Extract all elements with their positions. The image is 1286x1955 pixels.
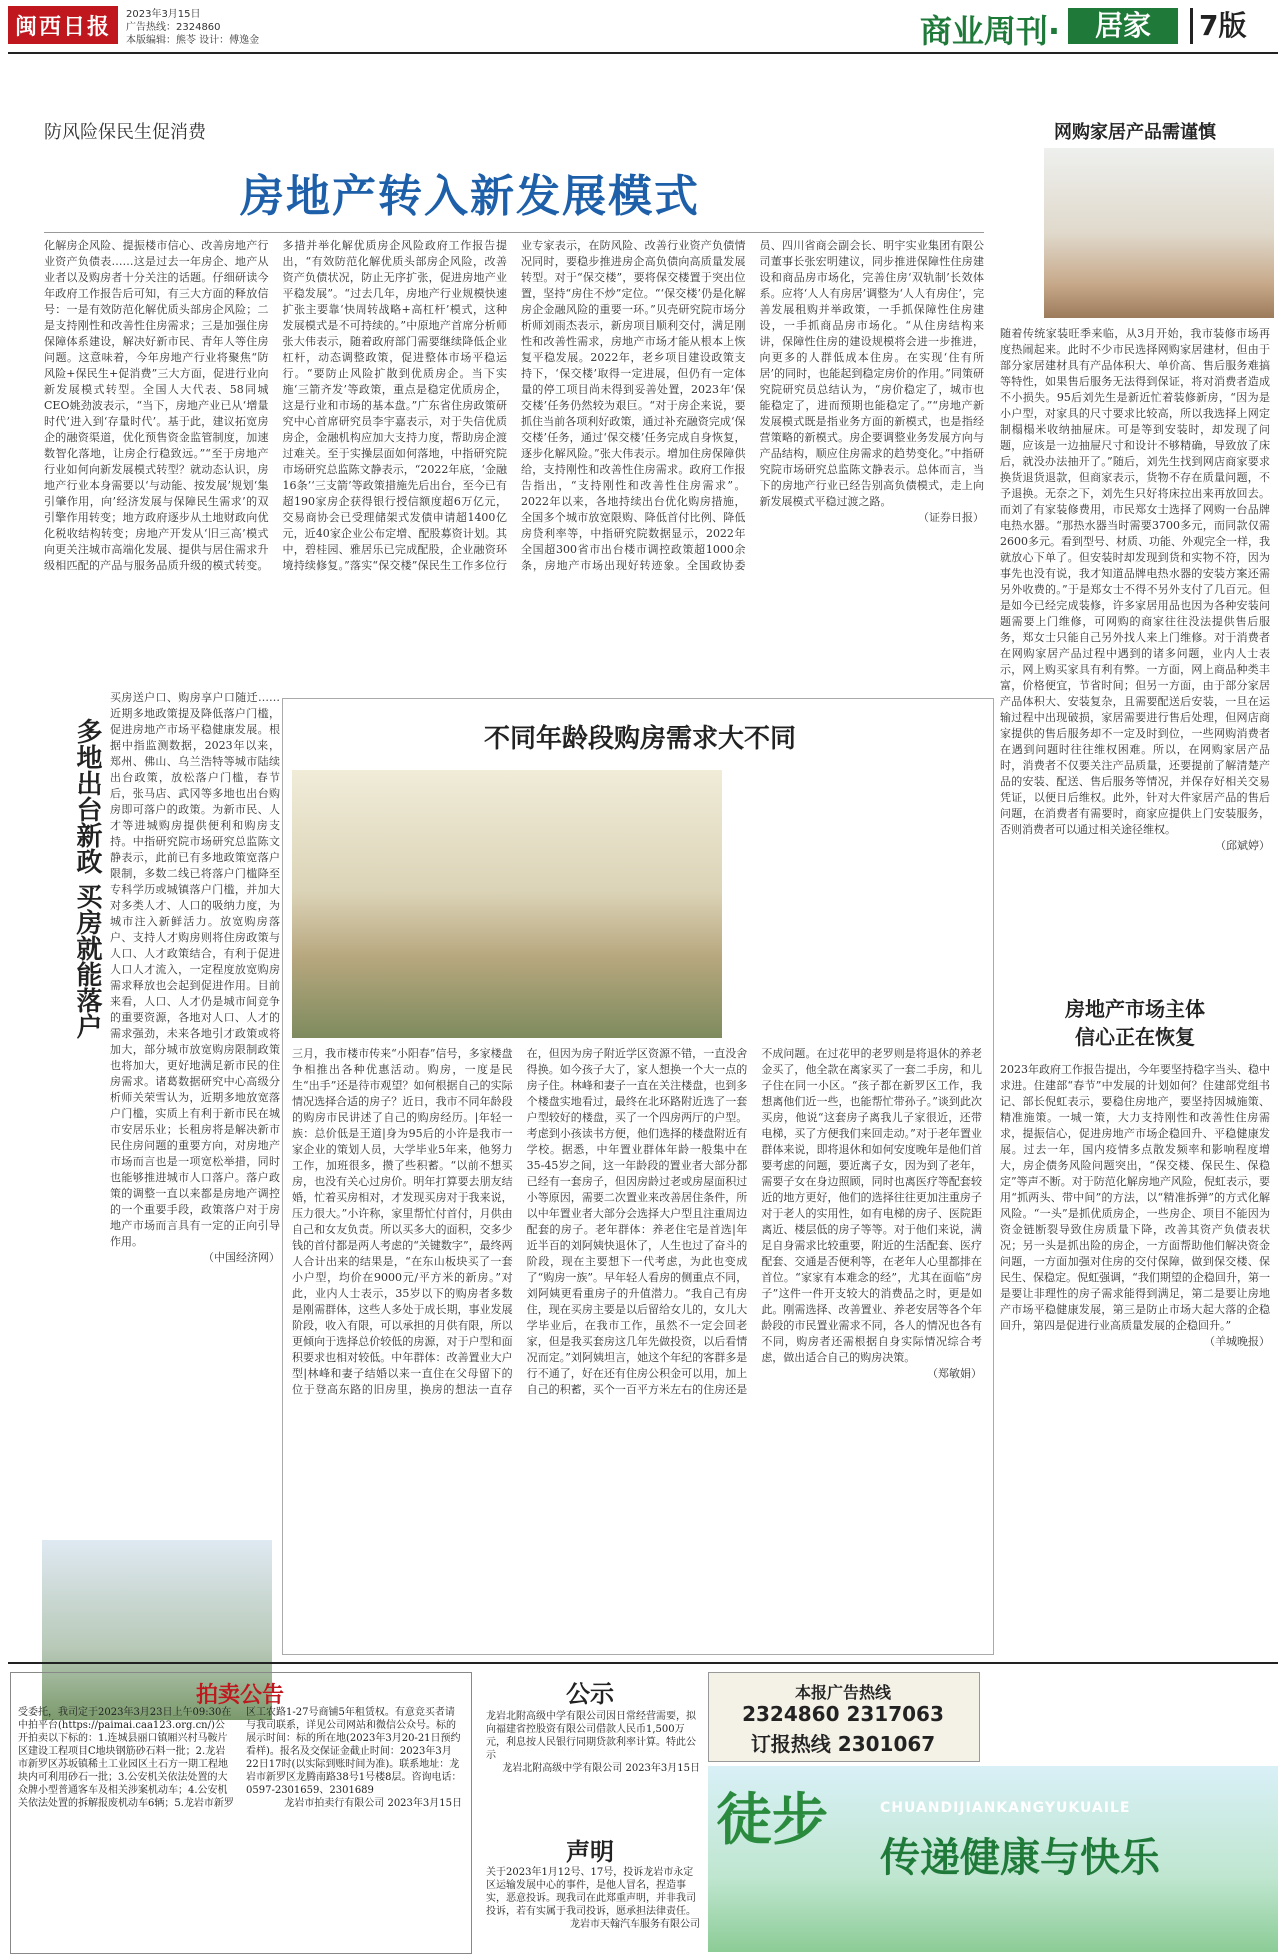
- banner-big: 徒步: [716, 1788, 828, 1853]
- notice-body-text: 龙岩北附高级中学有限公司因日常经营需要，拟向福建省控股资有限公司借款人民币1,500万元，利息按人民银行同期贷款利率计算。特此公示: [486, 1711, 696, 1761]
- statement-body: [486, 1866, 700, 1950]
- notice-title: 公示: [566, 1680, 614, 1708]
- ages-article: [292, 1046, 982, 1646]
- main-article-text: 化解房企风险、提振楼市信心、改善房地产行业资产负债表……这是过去一年房企、地产从业者以及购房者十分关注的话题。仔细研读今年政府工作报告后可知，有三大方面的释放信号：一是有效防范化解优质头部房企风险；二是支持刚性和改善性住房需求；三是加强住房保障体系建设，解决好新市民、青年人等住房问题。这意味着，今年房地产行业将聚焦“防风险+保民生+促消费”三大方面，促进行业向新发展模式转型。全国人大代表、58同城CEO姚劲波表示，“当下，房地产业已从‘增量时代’进入到‘存量时代’。基于此，建议拓宽房企的融资渠道，优化预售资金监管制度，加速数智化落地，让房企行稳致远。”“至于房地产行业如何向新发展模式转型？就动态认识，房地产行业本身需要以‘与动能、按发展’规划‘集引肇作用，向’经济发展与保障民生需求’的双引擎作用转变；地方政府逐步从土地财政向优化税收结构转变；房地产开发从‘旧三高’模式向更关注城市高端化发展、提供与居住需求升级相匹配的产品与服务品质升级的模式转变。多措并举化解优质房企风险政府工作报告提出，“有效防范化解优质头部房企风险，改善资产负债状况，防止无序扩张，促进房地产业平稳发展”。“过去几年，房地产行业规模快速扩张主要靠‘快周转战略+高杠杆’模式，这种发展模式是不可持续的。”中原地产首席分析师张大伟表示，随着政府部门需要继续降低企业杠杆，动态调整政策，促进整体市场平稳运行。“要防止风险扩散到优质房企。当下实施‘三箭齐发’等政策，重点是稳定优质房企，这是行业和市场的基本盘。”广东省住房政策研究中心首席研究员李宇嘉表示，对于失信优质房企，金融机构应加大支持力度，帮助房企渡过难关。至于实操层面如何落地，中指研究院市场研究总监陈文静表示，“2022年底，‘金融16条’‘三支箭’等政策措施先后出台，至今已有超190家房企获得银行授信额度超6万亿元，交易商协会已受理储架式发债申请超1400亿元，近40家企业公布定增、配股募资计划。其中，碧桂园、雅居乐已完成配股，企业融资环境持续修复。”落实“保交楼”保民生工作多位行业专家表示，在防风险、改善行业资产负债情况同时，要稳步推进房企高负债向高质量发展转型。对于“保交楼”，要将保交楼置于突出位置，坚持“房住不炒”定位。“‘保交楼’仍是化解房企金融风险的重要一环。”贝壳研究院市场分析师刘雨杰表示，新房项目顺利交付，满足刚性和改善性需求，房地产市场才能从根本上恢复平稳发展。2022年，老乡项目建设政策支持下，‘保交楼’取得一定进展，但仍有一定体量的停工项目尚未得到妥善处置，2023年‘保交楼’任务仍然较为艰巨。“对于房企来说，要抓住当前各项利好政策，通过补充融资完成‘保交楼’任务，通过‘保交楼’任务完成自身恢复，逐步化解风险。”张大伟表示。增加住房保障供给，支持刚性和改善性住房需求。政府工作报告指出，“支持刚性和改善性住房需求”。2022年以来，各地持续出台优化购房措施，全国多个城市放宽限购、降低首付比例、降低房贷利率等，中指研究院数据显示，2022年全国超300省市出台楼市调控政策超1000余条，房地产市场出现好转迹象。全国政协委员、四川省商会副会长、明宇实业集团有限公司董事长张宏明建议，同步推进保障性住房建设和商品房市场化，完善住房‘双轨制’长效体系。应将‘人人有房居’调整为‘人人有房住’，完善发展租购并举政策，一手抓保障性住房建设，一手抓商品房市场化。“从住房结构来讲，保障性住房的建设规模将会进一步推进，向更多的人群低成本住房。在实现‘住有所居’的同时，也能起到稳定房价的作用。”同策研究院研究员总结认为，“房价稳定了，城市也能稳定了，进而预期也能稳定了。”“房地产新发展模式既是指业务方面的新模式，也是指经营策略的新模式。房企要调整业务发展方向与产品结构，顺应住房需求的趋势变化。”中指研究院市场研究总监陈文静表示。总体而言，当下的房地产行业已经告别高负债模式，走上向新发展模式平稳过渡之路。: [44, 239, 984, 572]
- online-source: （邱斌婷）: [1215, 839, 1270, 852]
- online-title: 网购家居产品需谨慎: [1054, 122, 1216, 143]
- cities-source: （中国经济网）: [203, 1251, 280, 1264]
- confidence-source: （羊城晚报）: [1204, 1335, 1270, 1348]
- ad-line: 广告热线：2324860: [126, 22, 221, 33]
- auction-title: 拍卖公告: [195, 1683, 284, 1708]
- masthead-meta: [126, 8, 286, 47]
- cities-title: 多地出台新政 买房就能落户: [72, 718, 102, 1040]
- confidence-article: [1000, 1062, 1270, 1602]
- ages-title: 不同年龄段购房需求大不同: [483, 724, 796, 754]
- auction-body-text: 受委托，我司定于2023年3月23日上午09:30在中拍平台(https://paimai.caa123.org.cn/)公开拍卖以下标的：1.连城县丽口镇厢兴村马鞍片区建设工程项目C地块钢筋砂石料一批；2.龙岩市新罗区苏坂镇稀土工业园区土石方一期工程地块内可利用砂石一批；3.公安机关依法处置的大众牌小型普通客车及相关涉案机动车；4.公安机关依法处置的拆解报废机动车6辆；5.龙岩市新罗区工农路1-27号商铺5年租赁权。有意竞买者请与我司联系，详见公司网站和微信公众号。标的展示时间：标的所在地(2023年3月20-21日预约看样)。报名及交保证金截止时间：2023年3月22日17时(以实际到账时间为准)。联系地址：龙岩市新罗区龙腾南路38号1号楼8层。咨询电话：0597-2301659、2301689: [18, 1707, 462, 1809]
- masthead-logo: 闽西日报: [8, 6, 118, 44]
- section-title: 商业周刊·: [919, 12, 1060, 50]
- confidence-title-1: 房地产市场主体: [1065, 997, 1205, 1021]
- cities-article-text: 买房送户口、购房享户口随迁……近期多地政策提及降低落户门槛，促进房地产市场平稳健康发展。根据中指监测数据，2023年以来，郑州、佛山、乌兰浩特等城市陆续出台政策，放松落户门槛，春节后，张马店、武冈等多地也出台购房即可落户的政策。为新市民、人才等进城购房提供便利和购房支持。中指研究院市场研究总监陈文静表示，此前已有多地政策宽落户限制，多数二线已将落户门槛降至专科学历或城镇落户门槛，并加大对多类人才、人口的吸纳力度，为城市注入新鲜活力。放宽购房落户、支持人才购房则将住房政策与人口、人才政策结合，有利于促进人口人才流入，一定程度放宽购房需求释放也会起到促进作用。目前来看，人口、人才仍是城市间竞争的重要资源，各地对人口、人才的需求强劲，未来各地引才政策或将加大，部分城市放宽购房限制政策也将加大，更好地满足新市民的住房需求。诸葛数据研究中心高级分析师关荣雪认为，近期多地放宽落户门槛，实质上有利于新市民在城市安居乐业；长租房将是解决新市民住房问题的重要方向，对房地产市场而言也是一项宽松举措，同时也能够推进城市人口落户。落户政策的调整一直以来都是房地产调控的一个重要手段，政策落户对于房地产市场而言具有一定的正向引导作用。: [110, 691, 280, 1248]
- confidence-article-text: 2023年政府工作报告提出，今年要坚持稳字当头、稳中求进。住建部“春节”中发展的计划如何？住建部党组书记、部长倪虹表示，要稳住房地产，要坚持因城施策、精准施策。一城一策，大力支持刚性和改善性住房需求，提振信心，促进房地产市场企稳回升、平稳健康发展。过去一年，国内疫情多点散发频率和影响程度增大，房企债务风险问题突出，“保交楼、保民生、保稳定”等声不断。对于防范化解房地产风险，倪虹表示，要用“抓两头、带中间”的方法，以“精准拆弹”的方式化解风险。“一头”是抓优质房企，一些房企、项目不能因为资金链断裂导致住房质量下降，改善其资产负债表状况；另一头是抓出险的房企，一方面帮助他们解决资金问题，一方面加强对住房的交付保障，做到保交楼、保民生、保稳定。倪虹强调，“我们期望的企稳回升，第一是要让非理性的房子需求能得到满足，第二是要让房地产市场平稳健康发展，第三是防止市场大起大落的企稳回升，第四是促进行业高质量发展的企稳回升。”: [1000, 1063, 1270, 1332]
- online-article-text: 随着传统家装旺季来临，从3月开始，我市装修市场再度热闹起来。此时不少市民选择网购家居建材，但由于部分家居建材具有产品体积大、单价高、售后服务难搞等特性，如果售后服务无法得到保证，将对消费者造成不小损失。95后刘先生是新近忙着装修新房，“因为是小户型，对家具的尺寸要求比较高，所以我选择上网定制榻榻米收纳抽屉床。可是等到安装时，却发现了问题，应该是一边抽屉尺寸和设计不够精确，导致放了床后，就没办法抽开了。”随后，刘先生找到网店商家要求换货退货退款，但商家表示，货物不存在质量问题，不予退换。无奈之下，刘先生只好将床拉出来再放回去。而刘了有家装修费用，市民郑女士选择了网购一台品牌电热水器。“那热水器当时需要3700多元，而同款仅需2600多元。看到型号、材质、功能、外观完全一样，我就放心下单了。但安装时却发现到货和实物不符，因为事先也没有说，我才知道品牌电热水器的安装方案还需另外收费的。”于是郑女士不得不另外支付了几百元。但是如今已经完成装修，许多家居用品也因为各种安装问题需要上门维修，可网购的商家往往没法提供售后服务，郑女士只能自己另外找人来上门维修。对于消费者在网购家居产品过程中遇到的诸多问题，业内人士表示，网上购买家具有利有弊。一方面，网上商品种类丰富，价格便宜，节省时间；但另一方面，由于部分家居产品体积大、安装复杂，且需要配送后安装，一旦在运输过程中出现破损，家居需要进行售后处理，但网店商家提供的售后服务却不一定及时到位，一些网购消费者在遇到问题时往往维权困难。所以，在网购家居产品时，消费者不仅要关注产品质量，还要提前了解清楚产品的安装、配送、售后服务等情况，并保存好相关交易凭证，以便日后维权。此外，针对大件家居产品的售后问题，在消费者有需要时，商家应提供上门安装服务，否则消费者可以通过相关途径维权。: [1000, 327, 1270, 836]
- main-source: （证券日报）: [918, 511, 984, 524]
- ad-label: 本报广告热线: [794, 1683, 891, 1702]
- main-kicker: 防风险保民生促消费: [44, 122, 206, 143]
- notice-signoff: 龙岩北附高级中学有限公司 2023年3月15日: [502, 1763, 700, 1774]
- auction-signoff: 龙岩市拍卖行有限公司 2023年3月15日: [284, 1798, 462, 1809]
- bed-photo: [1044, 148, 1274, 318]
- ad-subscribe: 订报热线 2301067: [750, 1732, 936, 1756]
- statement-signoff: 龙岩市天翰汽车服务有限公司: [570, 1919, 700, 1930]
- confidence-title: [1000, 995, 1270, 1051]
- notice-body: [486, 1710, 700, 1828]
- statement-title: 声明: [566, 1838, 614, 1866]
- main-article: [44, 238, 984, 658]
- ad-phones: 2324860 2317063: [742, 1702, 944, 1726]
- banner-slogan: 传递健康与快乐: [880, 1835, 1160, 1881]
- cities-article: [110, 690, 280, 1640]
- issue-date: 2023年3月15日: [126, 9, 201, 20]
- masthead-rule: [8, 52, 1278, 54]
- ages-source: （郑敏娟）: [926, 1367, 982, 1380]
- banner-pinyin: CHUANDIJIANKANGYUKUAILE: [880, 1800, 1131, 1816]
- editor-line: 本版编辑：熊苓 设计：傅逸金: [126, 35, 260, 46]
- bottom-rule: [8, 1662, 1278, 1664]
- page-number: 7版: [1190, 8, 1286, 44]
- main-headline: 房地产转入新发展模式: [240, 171, 700, 222]
- ages-article-text: 三月，我市楼市传来“小阳春”信号，多家楼盘争相推出各种优惠活动。购房，一度是民生“出手”还是待市观望？如何根据自己的实际情况选择合适的房子？近日，我市不同年龄段的购房市民讲述了自己的购房经历。|年轻一族：总价低是王道|身为95后的小许是我市一家企业的策划人员，大学毕业5年来，他努力工作，加班很多，攒了些积蓄。“以前不想买房，也没有关心过房价。明年打算要去朋友结婚，忙着买房相对，才发现买房对于我来说，压力很大。”小许称，家里帮忙付首付，月供由自己和女友负责。所以买多大的面积，交多少钱的首付都是两人考虑的“关键数字”，最终两人合计出来的结果是，“在东山板块买了一套小户型，均价在9000元/平方米的新房。”对此，业内人士表示，35岁以下的购房者多数是刚需群体，这些人多处于成长期，事业发展阶段，收入有限，可以承担的月供有限，所以更倾向于选择总价较低的房源，对于户型和面积要求也相对较低。中年群体：改善置业大户型|林峰和妻子结婚以来一直住在父母留下的位于登高东路的旧房里，换房的想法一直存在，但因为房子附近学区资源不错，一直没舍得换。如今孩子大了，家人想换一个大一点的房子住。林峰和妻子一直在关注楼盘，也到多个楼盘实地看过，最终在北环路附近选了一套户型较好的楼盘，买了一个四房两厅的户型。考虑到小孩读书方便，他们选择的楼盘附近有学校。据悉，中年置业群体年龄一般集中在35-45岁之间，这一年龄段的置业者大部分都已经有一套房子，但因房龄过老或房屋面积过小等原因，需要二次置业来改善居住条件，所以中年置业者大部分会选择大户型且注重周边配套的房子。老年群体：养老住宅是首选|年近半百的刘阿姨快退休了，人生也过了奋斗的阶段，现在主要想下一代考虑，为此也变成了“购房一族”。早年轻人看房的侧重点不同，刘阿姨更看重房子的升值潜力。“我自己有房住，现在买房主要是以后留给女儿的，女儿大学毕业后，在我市工作，虽然不一定会回老家，但是我买套房这几年先做投资，以后看情况而定。”刘阿姨坦言，她这个年纪的客群多是行不通了，好在还有住房公积金可以用，加上自己的积蓄，买个一百平方米左右的住房还是不成问题。在过花甲的老罗则是将退休的养老金买了，他全款在离家买了一套二手房，和儿子住在同一小区。“孩子都在新罗区工作，我想离他们近一些，也能帮忙带孙子。”谈到此次买房，他说“这套房子离我儿子家很近，还带电梯，买了方便我们来回走动。”对于老年置业群体来说，即将退休和如何安度晚年是他们首要考虑的问题，要近离子女，因为到了老年，需要子女在身边照顾，同时也离医疗等配套较近的地方更好，他们的选择往往更加注重房子对于老人的实用性，如有电梯的房子、医院距离近、楼层低的房子等等。对于他们来说，满足自身需求比较重要，附近的生活配套、医疗配套、交通是否便利等，在老年人心里都排在首位。“家家有本难念的经”，尤其在面临“房子”这件一件开支较大的消费品之时，更是如此。刚需选择、改善置业、养老安居等各个年龄段的市民置业需求不同，各人的情况也各有不同，购房者还需根据自身实际情况综合考虑，做出适合自己的购房决策。: [292, 1047, 982, 1396]
- apartments-photo: [292, 770, 722, 1038]
- auction-body: [18, 1706, 462, 1942]
- main-title-rule: [44, 232, 984, 233]
- subsection-badge: 居家: [1068, 8, 1178, 44]
- online-article: [1000, 326, 1270, 946]
- statement-body-text: 关于2023年1月12号、17号，投诉龙岩市永定区运输发展中心的事件，是他人冒名，捏造事实，恶意投诉。现我司在此郑重声明，并非我司投诉，若有实属于我司投诉，愿承担法律责任。: [486, 1867, 696, 1917]
- section-name: 商业周刊: [919, 12, 1048, 50]
- confidence-title-2: 信心正在恢复: [1075, 1025, 1195, 1049]
